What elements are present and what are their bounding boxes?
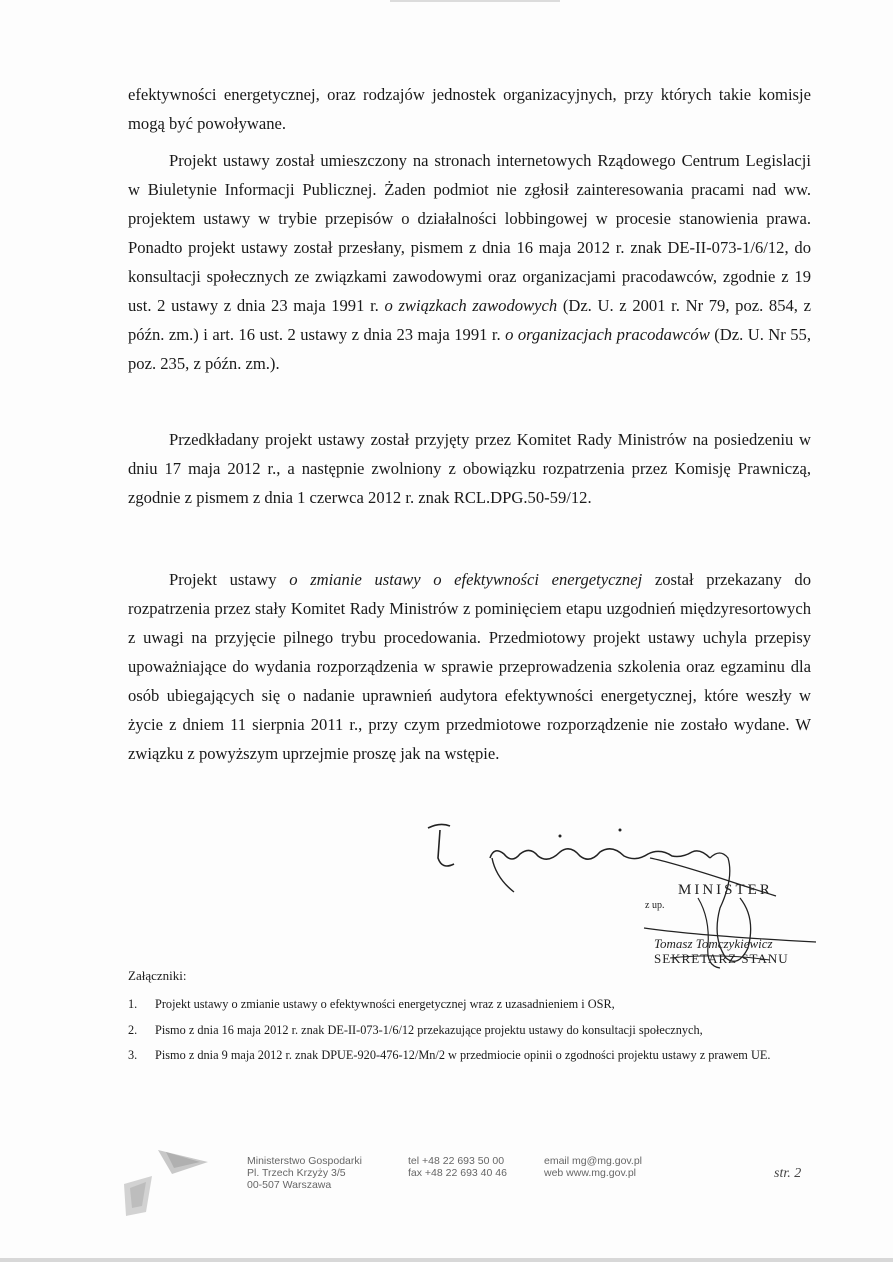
attachment-number: 1. [128, 997, 138, 1011]
footer-street: Pl. Trzech Krzyży 3/5 [247, 1167, 346, 1179]
top-edge-line [390, 0, 560, 2]
bottom-edge-line [0, 1258, 893, 1262]
footer-org: Ministerstwo Gospodarki [247, 1155, 362, 1167]
p2-part-a: Projekt ustawy został umieszczony na stronach internetowych Rządowego Centrum Legislacji w Biuletynie Informacji Publicznej. Żaden podmiot nie zgłosił zainteresowania pracami nad ww. projektem ustawy w trybie przepisów o działalności lobbingowej w procesie stanowienia prawa. Ponadto projekt ustawy został przesłany, pismem z dnia 16 maja 2012 r. znak DE-II-073-1/6/12, do konsultacji społecznych ze związkami zawodowymi oraz organizacjami pracodawców, zgodnie z 19 ust. 2 ustawy z dnia 23 maja 1991 r. [128, 151, 811, 315]
footer-city: 00-507 Warszawa [247, 1179, 332, 1191]
paragraph-3-text: Przedkładany projekt ustawy został przyjęty przez Komitet Rady Ministrów na posiedzeniu w dniu 17 maja 2012 r., a następnie zwolniony z obowiązku rozpatrzenia przez Komisję Prawniczą, zgodnie z pismem z dnia 1 czerwca 2012 r. znak RCL.DPG.50-59/12. [128, 430, 811, 507]
footer-phone [408, 1155, 507, 1179]
paragraph-1 [128, 80, 811, 138]
paragraph-4 [128, 565, 811, 768]
stamp-name: Tomasz Tomczykiewicz [654, 936, 773, 951]
attachment-number: 3. [128, 1048, 138, 1062]
attachment-item [128, 1042, 811, 1068]
paragraph-2 [128, 146, 811, 378]
p2-italic-2: o organizacjach pracodawców [505, 325, 710, 344]
p4-part-b: został przekazany do rozpatrzenia przez stały Komitet Rady Ministrów z pominięciem etapu uzgodnień międzyresortowych z uwagi na przyjęcie pilnego trybu procedowania. Przedmiotowy projekt ustawy uchyla przepisy upoważniające do wydania rozporządzenia w sprawie przeprowadzenia szkolenia oraz egzaminu dla osób ubiegających się o nadanie uprawnień audytora efektywności energetycznej, które weszły w życie z dniem 11 sierpnia 2011 r., przy czym przedmiotowe rozporządzenie nie zostało wydane. W związku z powyższym uprzejmie proszę jak na wstępie. [128, 570, 811, 763]
stamp-title: SEKRETARZ STANU [654, 951, 789, 966]
footer-email[interactable]: email mg@mg.gov.pl [544, 1155, 642, 1167]
footer-fax: fax +48 22 693 40 46 [408, 1167, 507, 1179]
paragraph-3 [128, 425, 811, 512]
attachment-item [128, 991, 811, 1017]
attachment-number: 2. [128, 1023, 138, 1037]
p2-italic-1: o związkach zawodowych [384, 296, 558, 315]
footer-address [247, 1155, 362, 1191]
footer-web[interactable]: web www.mg.gov.pl [544, 1167, 637, 1179]
attachments-title: Załączniki: [128, 968, 187, 983]
paragraph-2-text [128, 146, 811, 378]
p2-part-c: (Dz. U. Nr 55, poz. 235, z późn. zm.). [128, 325, 812, 373]
p2-part-b: (Dz. U. z 2001 r. Nr 79, poz. 854, z późn. zm.) i art. 16 ust. 2 ustawy z dnia 23 maja 1991 r. [128, 296, 811, 344]
page-number: str. 2 [774, 1166, 802, 1181]
stamp-minister: MINISTER [678, 882, 773, 898]
stamp-z-up: z up. [645, 900, 665, 911]
p4-part-a: Projekt ustawy [169, 570, 277, 589]
attachment-text: Projekt ustawy o zmianie ustawy o efektywności energetycznej wraz z uzasadnieniem i OSR, [155, 997, 615, 1011]
footer-contact [544, 1155, 642, 1179]
paragraph-4-text [128, 565, 811, 768]
ministry-logo-icon [110, 1138, 230, 1218]
attachment-text: Pismo z dnia 9 maja 2012 r. znak DPUE-920-476-12/Mn/2 w przedmiocie opinii o zgodności projektu ustawy z prawem UE. [155, 1048, 771, 1062]
attachment-item [128, 1017, 811, 1043]
paragraph-1-text: efektywności energetycznej, oraz rodzajów jednostek organizacyjnych, przy których takie komisje mogą być powoływane. [128, 85, 811, 133]
attachment-text: Pismo z dnia 16 maja 2012 r. znak DE-II-073-1/6/12 przekazujące projektu ustawy do konsultacji społecznych, [155, 1023, 703, 1037]
p4-italic-1: o zmianie ustawy o efektywności energetycznej [289, 570, 643, 589]
footer-tel: tel +48 22 693 50 00 [408, 1155, 505, 1167]
